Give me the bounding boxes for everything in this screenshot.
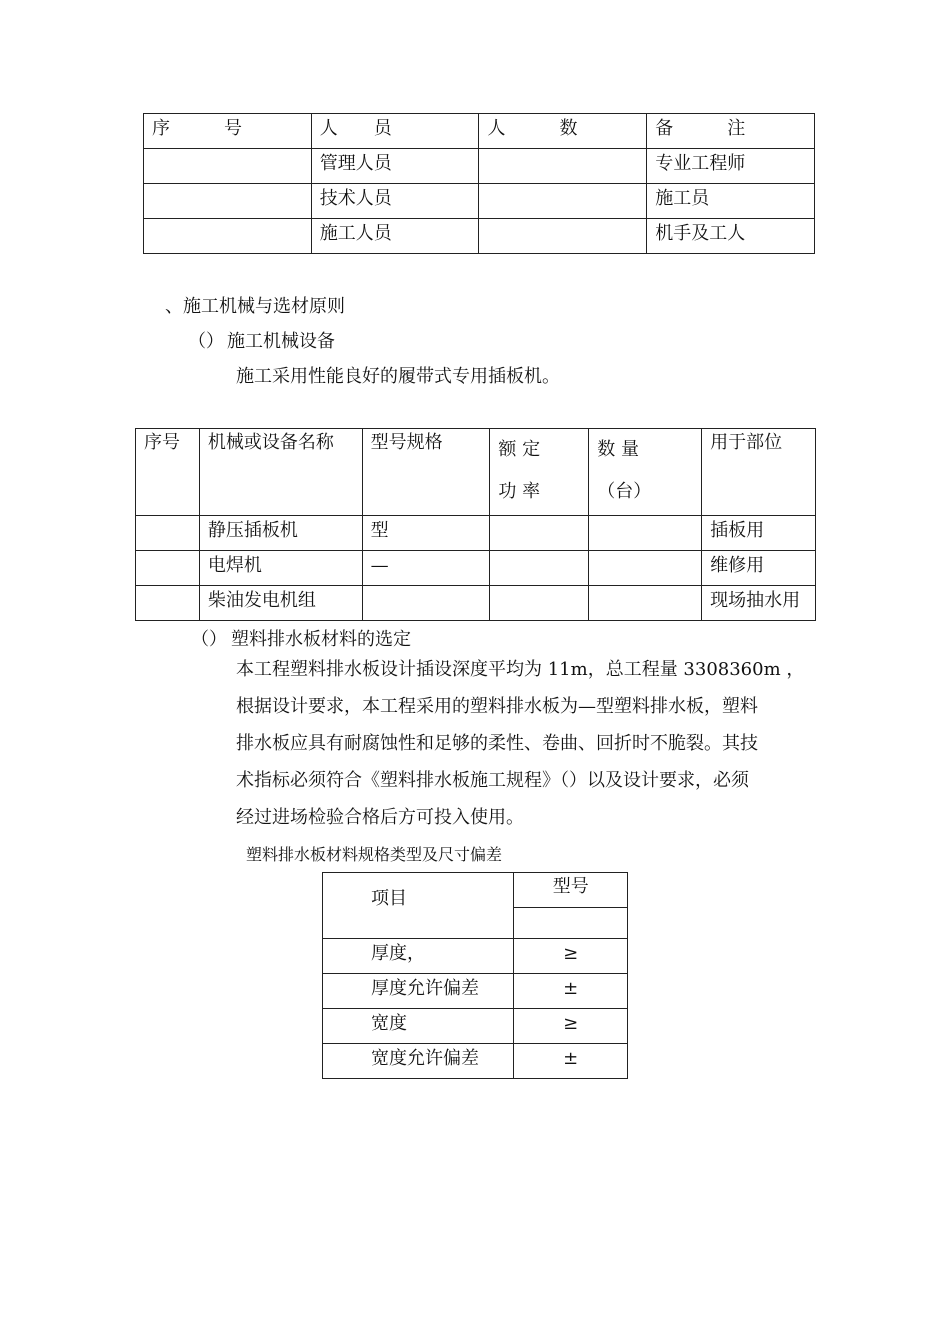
header-cell: 机械或设备名称 — [199, 429, 362, 516]
table-cell: 技术人员 — [311, 184, 479, 219]
table-header-row — [144, 114, 815, 149]
header-cell — [589, 429, 702, 516]
table-cell — [136, 551, 200, 586]
table-header-row — [323, 873, 628, 908]
paragraph-line: 本工程塑料排水板设计插设深度平均为 11m，总工程量 3308360m ， — [236, 659, 805, 680]
table-cell: 施工员 — [647, 184, 815, 219]
table-row — [323, 1009, 628, 1044]
table-cell: ≥ — [514, 1009, 628, 1044]
table-cell — [362, 586, 490, 621]
header-cell: 型号规格 — [362, 429, 490, 516]
table-row — [144, 149, 815, 184]
header-cell: 项目 — [323, 873, 514, 939]
spec-table — [322, 872, 628, 1079]
table-cell — [144, 149, 312, 184]
table-cell: ≥ — [514, 939, 628, 974]
header-cell — [514, 908, 628, 939]
subsection-marker: （） — [191, 629, 227, 650]
subsection-title: 施工机械设备 — [227, 331, 335, 352]
table-cell: 施工人员 — [311, 219, 479, 254]
table-row — [136, 551, 816, 586]
table-cell — [144, 219, 312, 254]
table-cell — [479, 219, 647, 254]
table-cell — [490, 516, 589, 551]
header-line: 数 量 — [597, 439, 639, 460]
header-cell: 备 注 — [647, 114, 815, 149]
subsection-marker: （） — [188, 331, 224, 352]
table-cell — [490, 551, 589, 586]
header-cell: 用于部位 — [702, 429, 816, 516]
body-paragraph — [236, 651, 806, 836]
header-cell: 序号 — [136, 429, 200, 516]
personnel-table — [143, 113, 815, 254]
equipment-table — [135, 428, 816, 621]
header-line: （台） — [597, 481, 652, 502]
table-cell: 插板用 — [702, 516, 816, 551]
table-cell: 型 — [362, 516, 490, 551]
subsection-title: 塑料排水板材料的选定 — [231, 629, 411, 650]
table-row — [136, 516, 816, 551]
paragraph-line: 术指标必须符合《塑料排水板施工规程》（）以及设计要求，必须 — [236, 770, 749, 791]
table-cell: 维修用 — [702, 551, 816, 586]
header-cell: 型号 — [514, 873, 628, 908]
table-row — [136, 586, 816, 621]
table-row — [144, 219, 815, 254]
table-cell: 专业工程师 — [647, 149, 815, 184]
table-cell: — — [362, 551, 490, 586]
table-cell — [589, 586, 702, 621]
table-cell: 厚度允许偏差 — [323, 974, 514, 1009]
table-cell — [589, 551, 702, 586]
table-caption: 塑料排水板材料规格类型及尺寸偏差 — [246, 845, 503, 864]
table-cell — [144, 184, 312, 219]
table-row — [323, 974, 628, 1009]
table-cell — [136, 516, 200, 551]
header-cell: 人 数 — [479, 114, 647, 149]
table-cell: 管理人员 — [311, 149, 479, 184]
table-cell: 静压插板机 — [199, 516, 362, 551]
section-heading: 、施工机械与选材原则 — [165, 296, 345, 317]
table-cell — [479, 184, 647, 219]
table-row — [323, 1044, 628, 1079]
table-row — [323, 939, 628, 974]
table-cell: ± — [514, 1044, 628, 1079]
table-cell — [479, 149, 647, 184]
paragraph-line: 经过进场检验合格后方可投入使用。 — [236, 807, 524, 828]
table-cell: 现场抽水用 — [702, 586, 816, 621]
header-line: 功 率 — [498, 481, 541, 502]
header-cell: 序 号 — [144, 114, 312, 149]
table-cell — [136, 586, 200, 621]
header-cell — [490, 429, 589, 516]
header-line: 额 定 — [498, 439, 541, 460]
paragraph-line: 排水板应具有耐腐蚀性和足够的柔性、卷曲、回折时不脆裂。其技 — [236, 733, 758, 754]
table-cell: 机手及工人 — [647, 219, 815, 254]
table-header-row — [136, 429, 816, 516]
table-cell: 宽度 — [323, 1009, 514, 1044]
paragraph-line: 根据设计要求，本工程采用的塑料排水板为—型塑料排水板，塑料 — [236, 696, 758, 717]
table-cell: 电焊机 — [199, 551, 362, 586]
table-cell — [589, 516, 702, 551]
table-cell: 厚度， — [323, 939, 514, 974]
table-row — [144, 184, 815, 219]
table-cell — [490, 586, 589, 621]
body-text: 施工采用性能良好的履带式专用插板机。 — [236, 366, 560, 387]
header-cell: 人 员 — [311, 114, 479, 149]
table-cell: 柴油发电机组 — [199, 586, 362, 621]
table-cell: ± — [514, 974, 628, 1009]
table-cell: 宽度允许偏差 — [323, 1044, 514, 1079]
